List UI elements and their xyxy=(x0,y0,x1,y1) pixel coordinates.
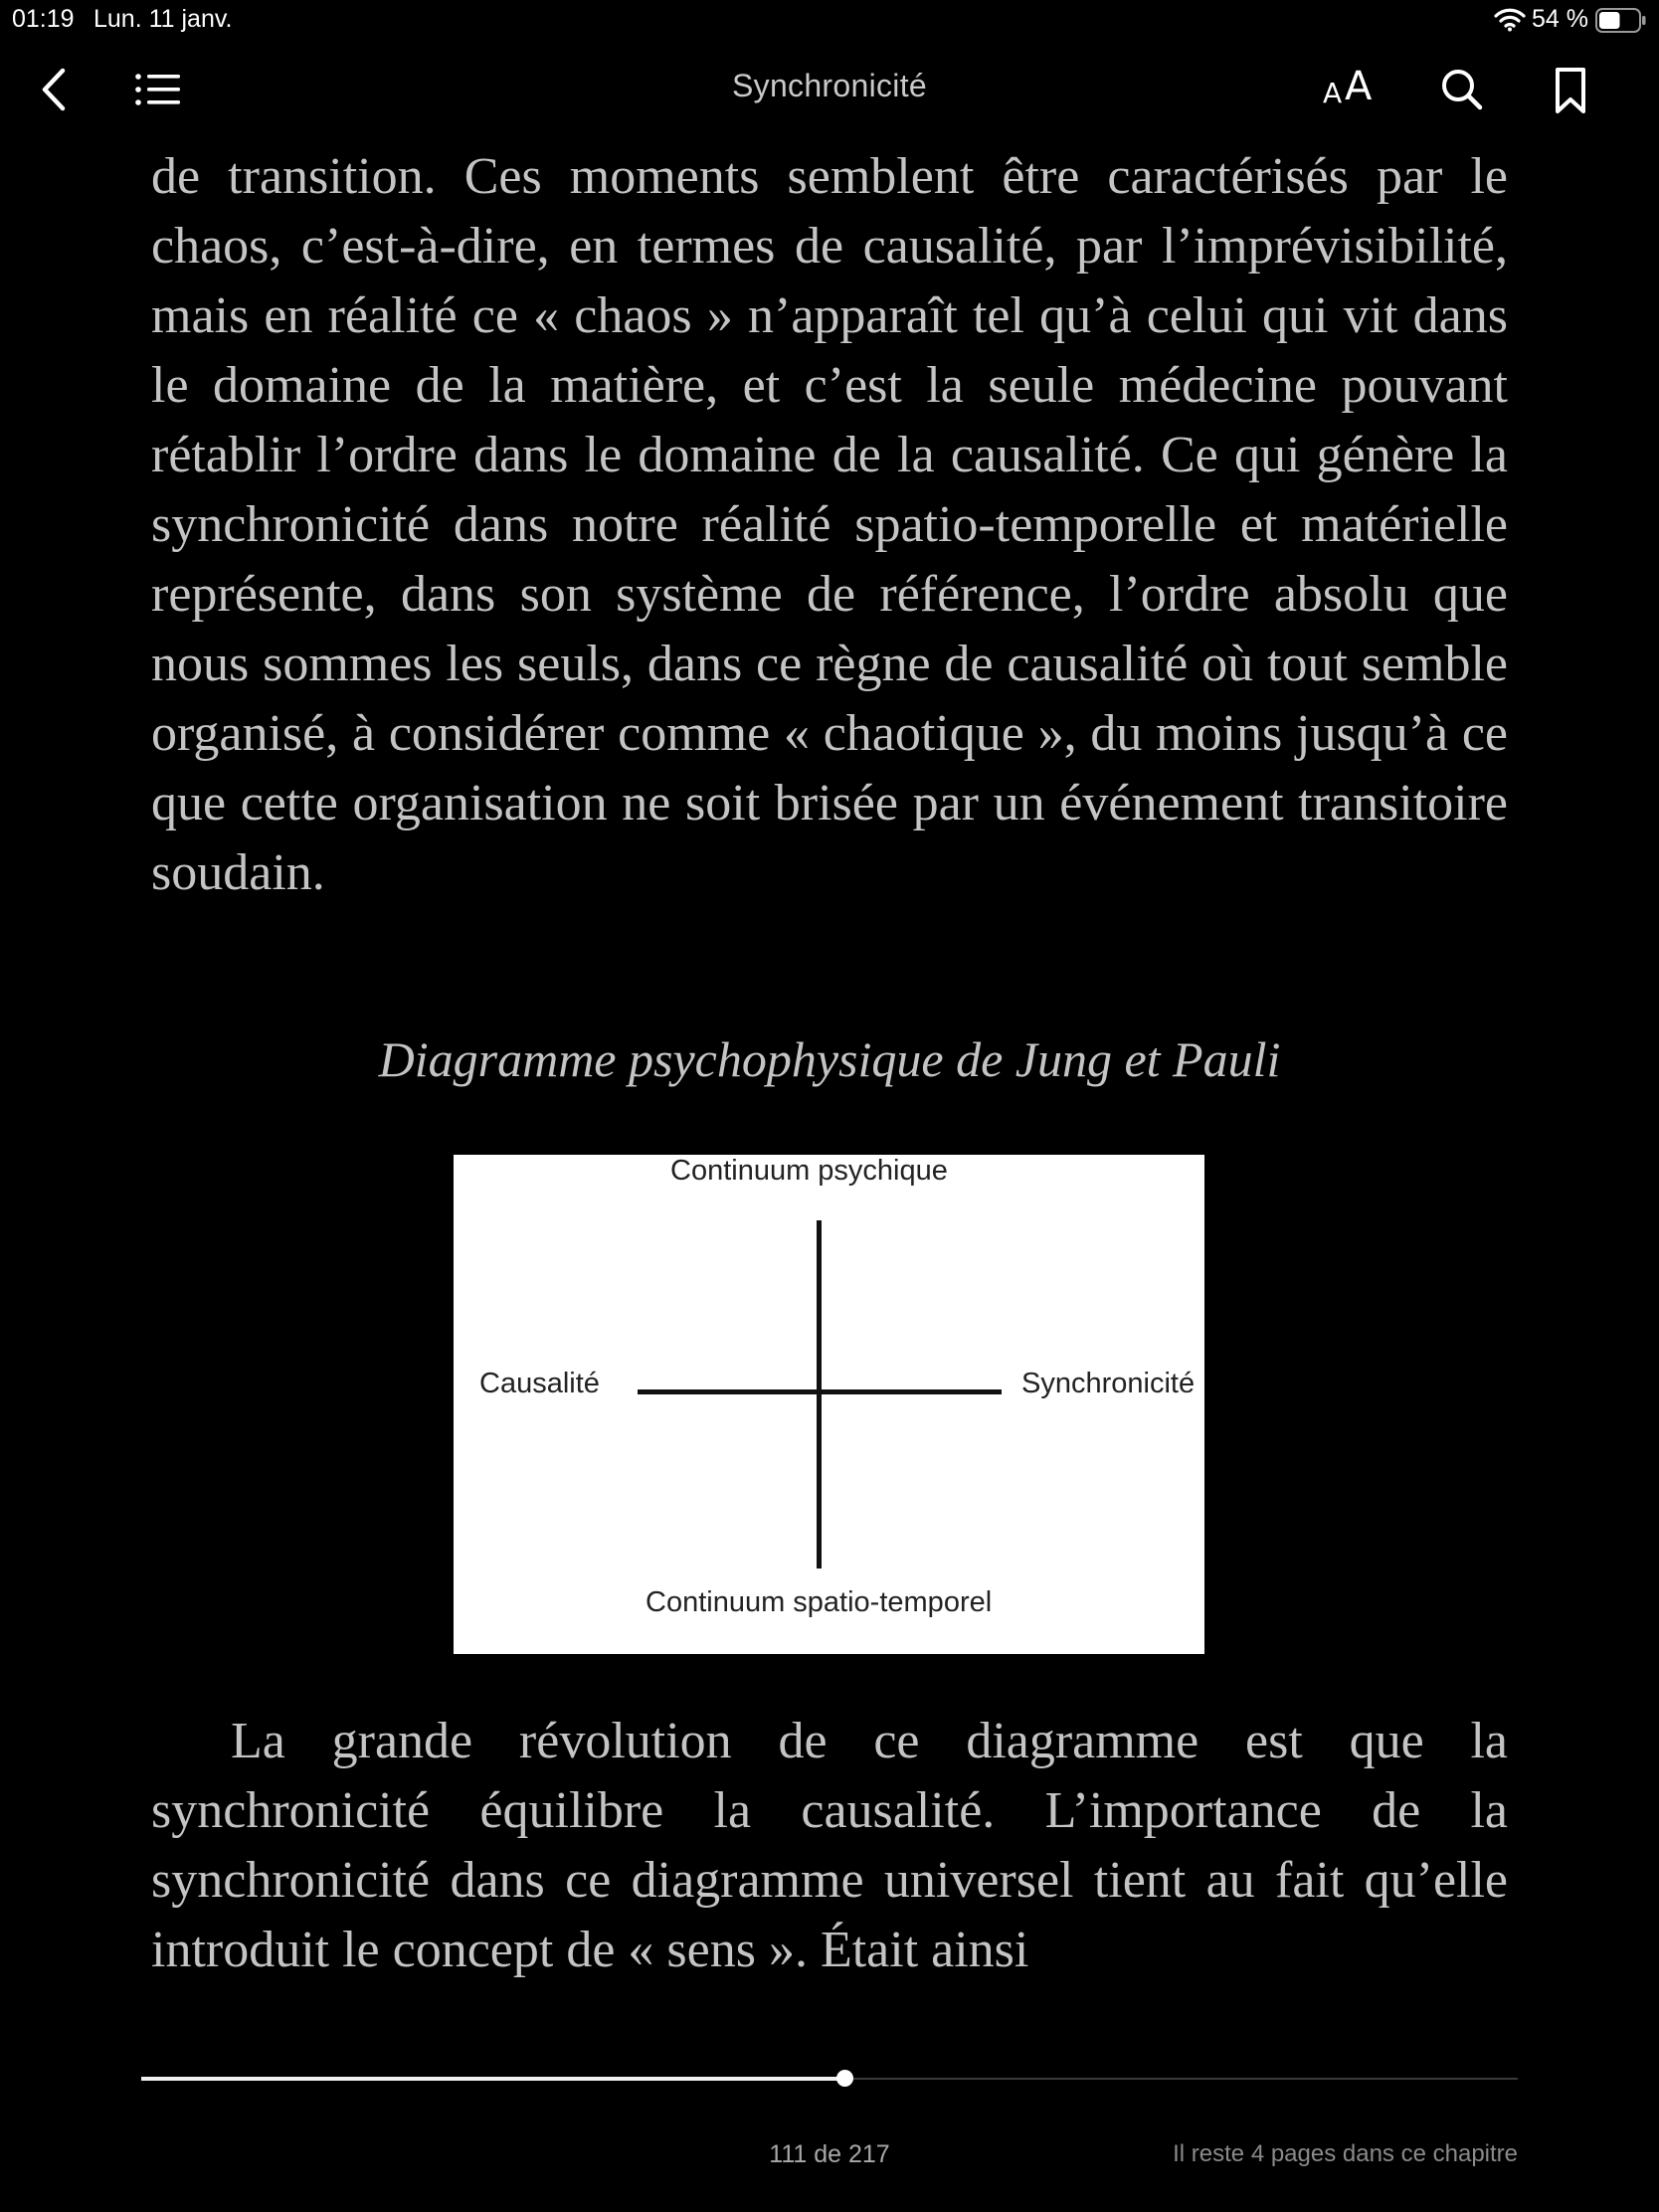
search-button[interactable] xyxy=(1438,64,1486,115)
diagram-label-right: Synchronicité xyxy=(1021,1368,1196,1399)
reading-progress-fill xyxy=(141,2077,844,2081)
text-size-icon-large: A xyxy=(1345,64,1373,109)
diagram-vertical-axis xyxy=(817,1220,822,1568)
text-size-button[interactable] xyxy=(1323,66,1379,115)
status-date: Lun. 11 janv. xyxy=(93,5,233,33)
text-size-icon: A xyxy=(1323,77,1343,109)
status-bar xyxy=(0,0,1659,40)
battery-percent: 54 % xyxy=(1532,5,1588,33)
wifi-icon xyxy=(1494,8,1526,32)
book-title: Synchronicité xyxy=(732,68,927,103)
paragraph-2: La grande révolution de ce diagramme est que la synchronicité équilibre la causalité. L’importance de la synchronicité dans ce diagramme universel tient au fait qu’elle introduit le concept de « sens ». Était ainsi xyxy=(151,1713,1508,1978)
battery-icon xyxy=(1595,8,1647,33)
paragraph-1: de transition. Ces moments semblent être caractérisés par le chaos, c’est-à-dire, en termes de causalité, par l’imprévisibilité, mais en réalité ce « chaos » n’apparaît tel qu’à celui qui vit dans le domaine de la matière, et c’est la seule médecine pouvant rétablir l’ordre dans le domaine de la causalité. Ce qui génère la synchronicité dans notre réalité spatio-temporelle et matérielle représente, dans son système de référence, l’ordre absolu que nous sommes les seuls, dans ce règne de causalité où tout semble organisé, à considérer comme « chaotique », du moins jusqu’à ce que cette organisation ne soit brisée par un événement transitoire soudain. xyxy=(151,148,1508,901)
diagram-label-left: Causalité xyxy=(479,1368,600,1399)
figure-caption: Diagramme psychophysique de Jung et Pauli xyxy=(378,1031,1281,1087)
diagram-label-top: Continuum psychique xyxy=(670,1155,948,1187)
bookmark-icon xyxy=(1554,66,1587,115)
psychophysical-diagram xyxy=(454,1155,1204,1654)
reading-progress-handle[interactable] xyxy=(836,2070,853,2087)
status-time: 01:19 xyxy=(12,5,75,33)
diagram-horizontal-axis xyxy=(638,1389,1002,1394)
search-icon xyxy=(1440,68,1484,111)
chapter-remaining: Il reste 4 pages dans ce chapitre xyxy=(1173,2140,1518,2167)
diagram-label-bottom: Continuum spatio-temporel xyxy=(645,1586,993,1618)
page-indicator: 111 de 217 xyxy=(769,2140,890,2168)
bookmark-button[interactable] xyxy=(1552,64,1589,117)
